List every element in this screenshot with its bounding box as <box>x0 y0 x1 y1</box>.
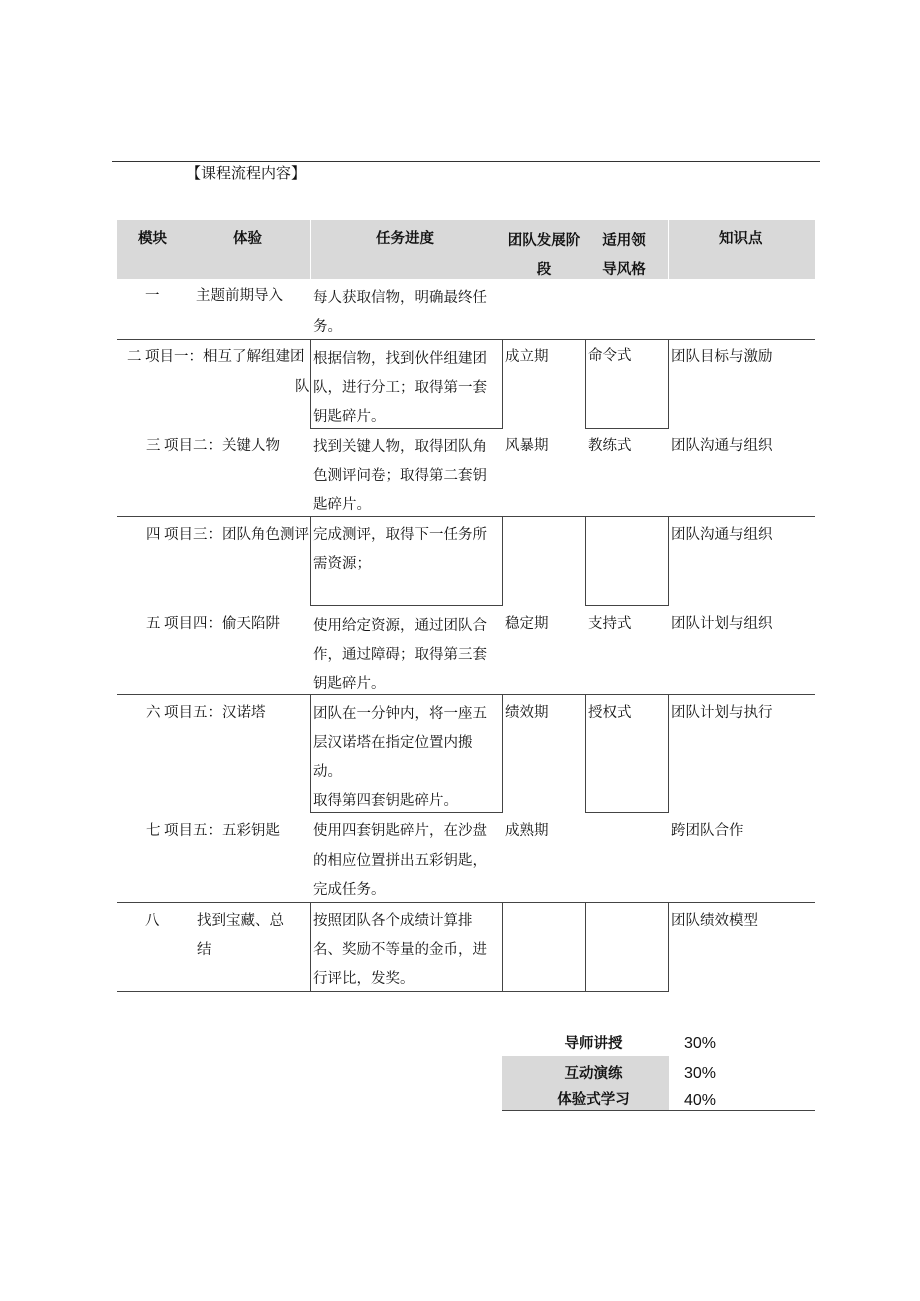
header-stage-line2: 段 <box>536 262 552 278</box>
summary-label: 互动演练 <box>564 1066 623 1082</box>
row-3-module: 三 <box>146 438 161 454</box>
row-7-experience: 项目五：五彩钥匙 <box>164 823 280 839</box>
row-2-experience-cont: 队 <box>295 379 310 395</box>
row-2-stage: 成立期 <box>505 349 549 365</box>
summary-bottom-rule <box>502 1110 815 1111</box>
row-7-task-line: 的相应位置拼出五彩钥匙， <box>313 853 487 869</box>
header-style-line1: 适用领 <box>602 233 646 249</box>
style-cell-box <box>585 516 669 606</box>
row-5-knowledge: 团队计划与组织 <box>671 616 773 632</box>
row-4-module: 四 <box>146 527 161 543</box>
row-7-stage: 成熟期 <box>505 823 549 839</box>
row-4-experience: 项目三：团队角色测评 <box>164 527 309 543</box>
row-2-knowledge: 团队目标与激励 <box>671 349 773 365</box>
column-rule <box>502 902 503 991</box>
row-6-stage: 绩效期 <box>505 705 549 721</box>
row-2-module: 二 <box>127 349 142 365</box>
row-6-task-line: 层汉诺塔在指定位置内搬 <box>313 735 473 751</box>
row-5-stage: 稳定期 <box>505 616 549 632</box>
summary-value: 30% <box>684 1065 717 1082</box>
row-1-task-line: 每人获取信物，明确最终任 <box>313 290 487 306</box>
row-3-task-line: 色测评问卷；取得第二套钥 <box>313 468 487 484</box>
row-8-experience-cont: 结 <box>197 942 212 958</box>
row-5-task-line: 作，通过障碍；取得第三套 <box>313 647 487 663</box>
row-6-task-line: 动。 <box>313 764 342 780</box>
header-experience: 体验 <box>233 231 262 247</box>
row-8-task-line: 名、奖励不等量的金币，进 <box>313 942 487 958</box>
row-2-task-line: 钥匙碎片。 <box>313 409 386 425</box>
header-module: 模块 <box>138 231 167 247</box>
row-6-experience: 项目五：汉诺塔 <box>164 705 266 721</box>
row-3-style: 教练式 <box>588 438 632 454</box>
header-style-line2: 导风格 <box>602 262 646 278</box>
row-2-task-line: 队，进行分工；取得第一套 <box>313 380 487 396</box>
row-5-experience: 项目四：偷天陷阱 <box>164 616 280 632</box>
column-rule <box>310 902 311 991</box>
row-5-task-line: 钥匙碎片。 <box>313 676 386 692</box>
column-rule <box>585 902 586 991</box>
section-title: 【课程流程内容】 <box>186 164 307 182</box>
row-5-style: 支持式 <box>588 616 632 632</box>
top-rule <box>112 161 820 162</box>
row-rule <box>117 902 815 903</box>
header-knowledge: 知识点 <box>719 231 763 247</box>
row-2-task-line: 根据信物，找到伙伴组建团 <box>313 351 487 367</box>
row-7-task-line: 使用四套钥匙碎片，在沙盘 <box>313 823 487 839</box>
summary-value: 30% <box>684 1035 717 1052</box>
row-2-experience: 项目一：相互了解组建团 <box>145 349 305 365</box>
summary-label: 体验式学习 <box>557 1092 630 1108</box>
row-6-task-line: 团队在一分钟内，将一座五 <box>313 706 487 722</box>
row-3-experience: 项目二：关键人物 <box>164 438 280 454</box>
header-divider <box>668 220 669 279</box>
row-1-task-line: 务。 <box>313 319 342 335</box>
row-4-task-line: 完成测评，取得下一任务所 <box>313 527 487 543</box>
row-3-task-line: 匙碎片。 <box>313 497 371 513</box>
row-4-task-line: 需资源； <box>313 556 371 572</box>
header-stage-line1: 团队发展阶 <box>507 233 581 249</box>
row-8-task-line: 按照团队各个成绩计算排 <box>313 913 473 929</box>
row-3-stage: 风暴期 <box>505 438 549 454</box>
row-7-task-line: 完成任务。 <box>313 882 386 898</box>
column-rule <box>668 902 669 991</box>
row-6-style: 授权式 <box>588 705 632 721</box>
summary-value: 40% <box>684 1092 717 1109</box>
row-6-module: 六 <box>146 705 161 721</box>
row-5-task-line: 使用给定资源，通过团队合 <box>313 618 487 634</box>
row-3-knowledge: 团队沟通与组织 <box>671 438 773 454</box>
row-5-module: 五 <box>146 616 161 632</box>
table-header-background <box>117 220 815 279</box>
row-3-task-line: 找到关键人物，取得团队角 <box>313 439 487 455</box>
row-7-knowledge: 跨团队合作 <box>671 823 744 839</box>
header-task: 任务进度 <box>376 231 434 247</box>
header-divider <box>310 220 311 279</box>
row-8-module: 八 <box>145 913 160 929</box>
row-8-experience: 找到宝藏、总 <box>197 913 284 929</box>
row-6-knowledge: 团队计划与执行 <box>671 705 773 721</box>
row-2-style: 命令式 <box>588 348 632 364</box>
row-6-task-line: 取得第四套钥匙碎片。 <box>313 793 458 809</box>
row-1-experience: 主题前期导入 <box>196 288 283 304</box>
row-8-knowledge: 团队绩效模型 <box>671 913 758 929</box>
summary-label: 导师讲授 <box>564 1036 623 1052</box>
row-7-module: 七 <box>146 823 161 839</box>
row-1-module: 一 <box>145 288 160 304</box>
row-8-task-line: 行评比，发奖。 <box>313 971 415 987</box>
row-4-knowledge: 团队沟通与组织 <box>671 527 773 543</box>
